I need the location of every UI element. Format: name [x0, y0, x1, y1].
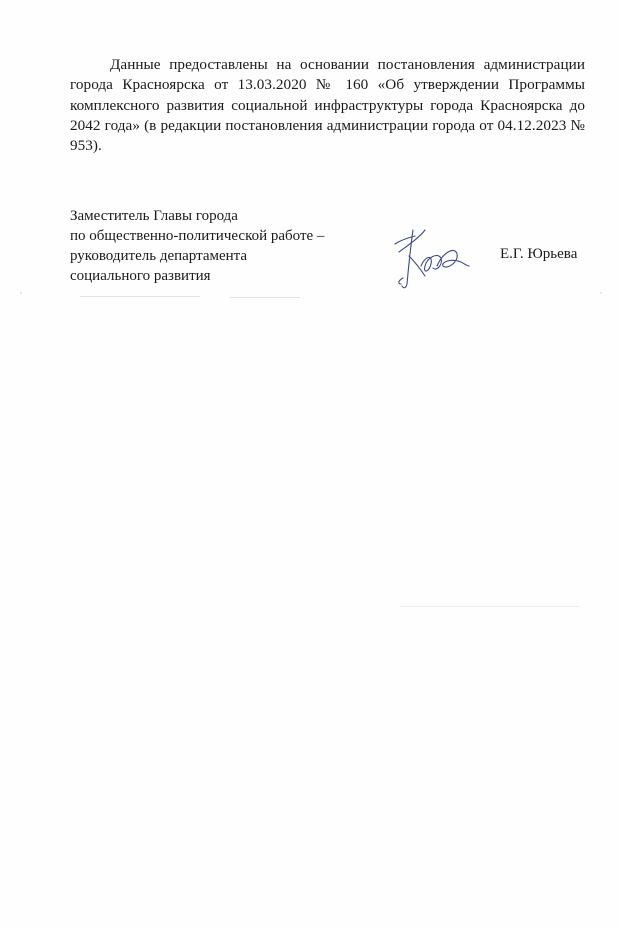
signer-position	[70, 206, 324, 286]
scan-artifact	[80, 296, 200, 297]
signer-line-3: руководитель департамента	[70, 248, 248, 264]
scan-artifact	[20, 292, 22, 294]
signer-name: Е.Г. Юрьева	[500, 246, 578, 262]
signer-line-2: по общественно-политической работе –	[70, 228, 325, 244]
scan-artifact	[230, 297, 300, 298]
signer-line-4: социального развития	[70, 268, 211, 284]
signer-line-1: Заместитель Главы города	[70, 208, 238, 224]
signature-icon	[385, 222, 475, 292]
body-paragraph: Данные предоставлены на основании постановления администрации города Красноярска от 13.03.2020 № 160 «Об утверждении Программы комплексного развития социальной инфраструктуры города Красноярска до 2042 года» (в редакции постановления администрации города от 04.12.2023 № 953).	[70, 56, 585, 154]
scan-artifact	[600, 292, 602, 294]
scan-artifact	[400, 606, 580, 607]
